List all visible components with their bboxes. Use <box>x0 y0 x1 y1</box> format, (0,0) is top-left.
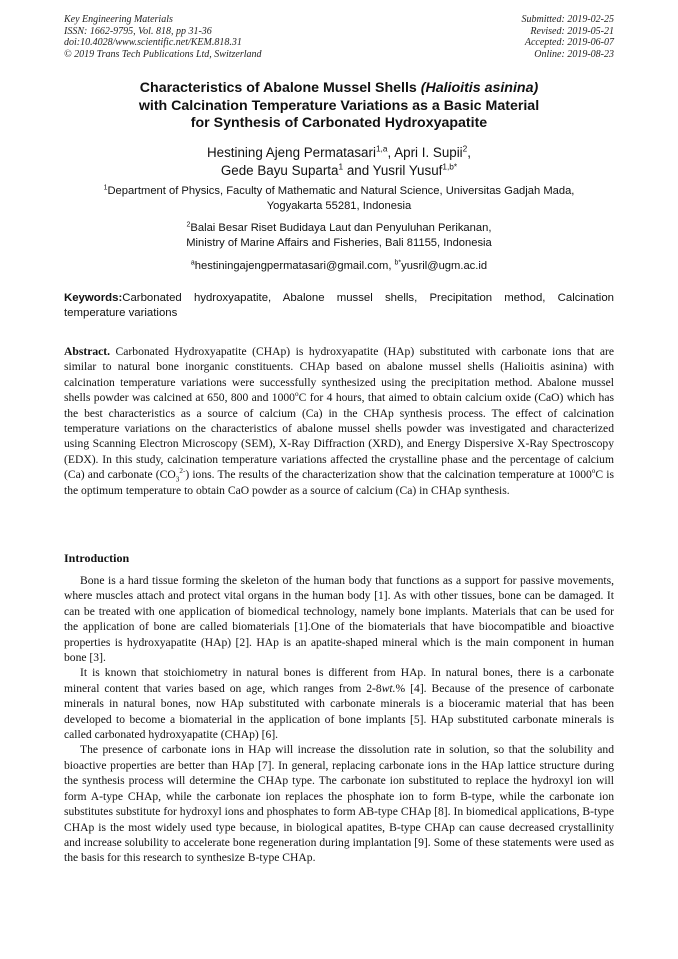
affiliation-1-line-2: Yogyakarta 55281, Indonesia <box>266 199 412 212</box>
author-name: Yusril Yusuf <box>372 163 443 178</box>
email-b[interactable]: yusril@ugm.ac.id <box>401 260 488 272</box>
author-line-1 <box>40 144 638 162</box>
author-sup: 2 <box>462 143 468 154</box>
author-sup: 1,b* <box>442 161 458 172</box>
revised-date: Revised: 2019-05-21 <box>530 25 614 37</box>
author-list <box>40 144 638 180</box>
affiliation-1-line-1 <box>40 184 638 199</box>
author-separator: and <box>343 163 373 178</box>
affiliation-sup: 2 <box>186 221 191 229</box>
affiliation-text: Department of Physics, Faculty of Mathematic and Natural Science, Universitas Gadjah Mada, <box>107 185 575 197</box>
affiliation-sup: 1 <box>103 184 108 192</box>
doi-line: doi:10.4028/www.scientific.net/KEM.818.31 <box>64 37 242 48</box>
affiliation-text: Balai Besar Riset Budidaya Laut dan Penyuluhan Perikanan, <box>190 222 492 234</box>
affiliation-2-line-2: Ministry of Marine Affairs and Fisheries, Bali 81155, Indonesia <box>186 236 492 249</box>
paragraph-text: It is known that stoichiometry in natural bones is different from HAp. In natural bones, there is a carbonate mineral content that varies based on age, which ranges from 2-8 <box>64 666 614 695</box>
introduction-body <box>64 573 614 866</box>
affiliation-2 <box>40 221 638 250</box>
author-sup: 1,a <box>375 143 388 154</box>
author-name: Gede Bayu Suparta <box>220 163 339 178</box>
abstract-text: C for 4 hours, that aimed to obtain calcium oxide (CaO) which has the best characteristics as a source of calcium (Ca) in the CHAp synthesis process. The effect of calcination temperature variations on the characteristics of abalone mussel shells powder was investigated and characterized using Scanning Electron Microscopy (SEM), X-Ray Diffraction (XRD), and Energy Dispersive X-Ray Spectroscopy (EDX). In this study, calcination temperature variations affected the crystalline phase and the percentage of calcium (Ca) and carbonate (CO <box>64 391 614 482</box>
email-a[interactable]: hestiningajengpermatasari@gmail.com, <box>194 260 395 272</box>
formula-sub: 3 <box>175 475 180 484</box>
accepted-date: Accepted: 2019-06-07 <box>524 37 614 48</box>
abstract-text: C is the optimum temperature to obtain CaO powder as a source of calcium (Ca) in CHAp synthesis. <box>64 468 614 497</box>
keywords-text: Carbonated hydroxyapatite, Abalone mussel shells, Precipitation method, Calcination temperature variations <box>64 292 614 319</box>
abstract-text: ) ions. The results of the characterization show that the calcination temperature at 1000 <box>185 468 592 482</box>
intro-paragraph-1: Bone is a hard tissue forming the skeleton of the human body that functions as a support for passive movements, where muscles attach and protect vital organs in the human body [1]. As with other tissues, bone can be damaged. It can be treated with one application of biomedical technology, namely bone implants. Materials that can be used for the application of bone are called biomaterials [1].One of the biomaterials that have biocompatible and bioactive properties is hydroxyapatite (HAp) [2]. HAp is an apatite-shaped mineral which is the main component in human bone [3]. <box>64 574 614 665</box>
author-name: Hestining Ajeng Permatasari <box>206 145 376 160</box>
author-line-2 <box>40 162 638 180</box>
copyright-line: © 2019 Trans Tech Publications Ltd, Switzerland <box>64 48 262 60</box>
intro-paragraph-3: The presence of carbonate ions in HAp will increase the dissolution rate in solution, so that the solubility and bioactive properties are better than HAp [7]. In general, replacing carbonate ions in the HAp lattice structure during the synthesis process will determine the CHAp type. The carbonate ion substituted to replace the hydroxyl ion will form A-type CHAp, while the carbonate ion replaces the phosphate ion to form B-type, while the carbonate ion substitutes substitute for hydroxyl ions and phosphates to form AB-type CHAp [8]. In biomedical applications, B-type CHAp is the most widely used type because, in biological apatites, B-type CHAp can cause decreased crystallinity and increase solubility to accelerate bone regeneration during implantation [9]. Some of these statements were used as the basis for this research to synthesize B-type CHAp. <box>64 743 614 865</box>
title-line-1 <box>40 80 638 98</box>
contact-emails <box>40 259 638 274</box>
submitted-date: Submitted: 2019-02-25 <box>521 14 614 25</box>
abstract-label: Abstract. <box>64 345 111 358</box>
abstract <box>64 344 614 498</box>
introduction-heading: Introduction <box>64 551 130 565</box>
abstract-text: Carbonated Hydroxyapatite (CHAp) is hydroxyapatite (HAp) substituted with carbonate ions that are similar to natural bone inorganic constituents. CHAp based on abalone mussel shells (Halioitis asinina) with calcination temperature variations were successfully synthesized using the precipitation method. Abalone mussel shells powder was calcined at 650, 800 and 1000 <box>64 345 614 405</box>
intro-paragraph-2 <box>64 665 614 742</box>
online-date: Online: 2019-08-23 <box>534 48 614 60</box>
species-name: (Halioitis asinina) <box>420 80 539 96</box>
paragraph-text: % [4]. Because of the presence of carbonate minerals in natural bones, now HAp substituted with carbonate minerals is a bioceramic material that has been developed to become a biomaterial in the application of bone implants [5]. HAp substituted carbonate minerals is called carbonated hydroxyapatite (CHAp) [6]. <box>64 681 614 742</box>
author-separator: , <box>467 145 472 160</box>
charge-sup: 2- <box>179 467 186 476</box>
journal-name: Key Engineering Materials <box>64 14 173 25</box>
author-separator: , <box>387 145 395 160</box>
email-sup: a <box>190 259 195 267</box>
title-line-3: for Synthesis of Carbonated Hydroxyapatite <box>190 115 488 131</box>
keywords-label: Keywords: <box>64 292 123 304</box>
email-sup: b* <box>394 259 402 267</box>
email-line <box>40 259 638 274</box>
publication-dates <box>522 14 615 60</box>
journal-info <box>64 14 262 60</box>
degree-sup: o <box>591 467 596 476</box>
keywords <box>64 291 614 320</box>
title-text: Characteristics of Abalone Mussel Shells <box>139 80 421 96</box>
author-name: Apri I. Supii <box>394 145 463 160</box>
issn-line: ISSN: 1662-9795, Vol. 818, pp 31-36 <box>64 25 212 37</box>
paper-title <box>40 80 638 133</box>
affiliation-2-line-1 <box>40 221 638 236</box>
paragraph-italic: wt. <box>381 681 396 695</box>
author-sup: 1 <box>338 161 344 172</box>
degree-sup: o <box>294 390 299 399</box>
affiliation-1 <box>40 184 638 213</box>
title-line-2: with Calcination Temperature Variations as a Basic Material <box>138 97 540 114</box>
abstract-paragraph <box>64 344 614 498</box>
